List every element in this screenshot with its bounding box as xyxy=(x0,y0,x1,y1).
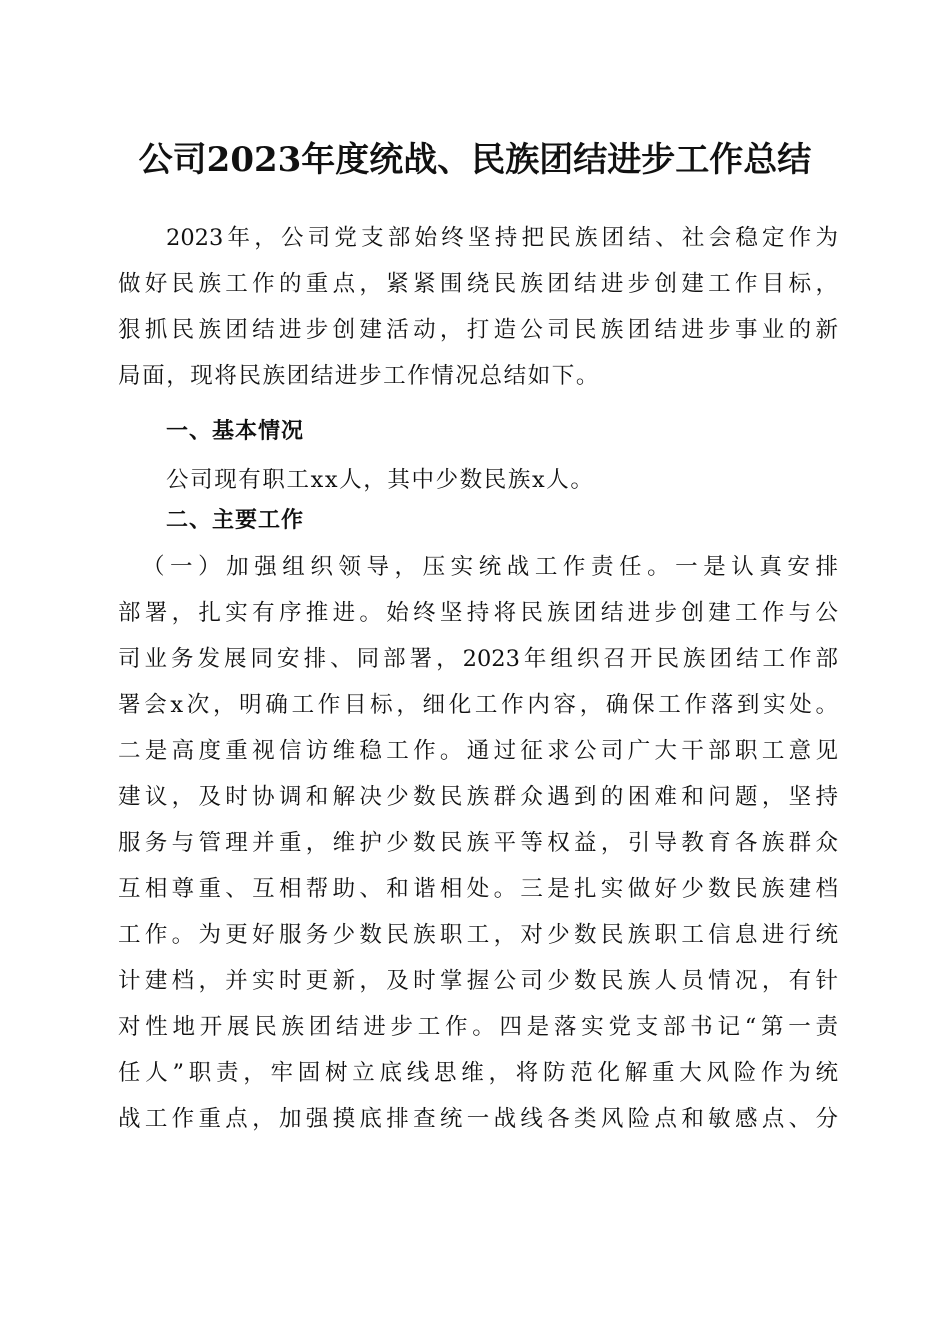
section-heading-basic: 一、基本情况 xyxy=(166,419,305,444)
main-work-line: （一）加强组织领导，压实统战工作责任。一是认真安排 xyxy=(142,554,838,580)
section-basic-info xyxy=(118,409,838,503)
intro-line: 局面，现将民族团结进步工作情况总结如下。 xyxy=(118,363,601,389)
intro-line: 做好民族工作的重点，紧紧围绕民族团结进步创建工作目标， xyxy=(118,271,838,297)
intro-line: 狠抓民族团结进步创建活动，打造公司民族团结进步事业的新 xyxy=(118,317,838,343)
main-work-line: 对性地开展民族团结进步工作。四是落实党支部书记“第一责 xyxy=(118,1014,838,1040)
section-basic-text: 公司现有职工xx人，其中少数民族x人。 xyxy=(166,467,595,493)
intro-paragraph xyxy=(118,215,838,399)
intro-line: 2023年，公司党支部始终坚持把民族团结、社会稳定作为 xyxy=(166,225,838,251)
main-work-line: 署会x次，明确工作目标，细化工作内容，确保工作落到实处。 xyxy=(118,692,838,718)
section-heading-main: 二、主要工作 xyxy=(166,508,305,533)
main-work-line: 任人”职责，牢固树立底线思维，将防范化解重大风险作为统 xyxy=(118,1060,838,1086)
main-work-line: 二是高度重视信访维稳工作。通过征求公司广大干部职工意见 xyxy=(118,738,838,764)
main-work-line: 司业务发展同安排、同部署，2023年组织召开民族团结工作部 xyxy=(118,646,838,672)
main-work-line: 互相尊重、互相帮助、和谐相处。三是扎实做好少数民族建档 xyxy=(118,876,838,902)
main-work-line: 计建档，并实时更新，及时掌握公司少数民族人员情况，有针 xyxy=(118,968,838,994)
main-work-line: 建议，及时协调和解决少数民族群众遇到的困难和问题，坚持 xyxy=(118,784,838,810)
main-work-line: 工作。为更好服务少数民族职工，对少数民族职工信息进行统 xyxy=(118,922,838,948)
main-work-line: 战工作重点，加强摸底排查统一战线各类风险点和敏感点、分 xyxy=(118,1106,838,1132)
main-work-line: 部署，扎实有序推进。始终坚持将民族团结进步创建工作与公 xyxy=(118,600,838,626)
section-main-work xyxy=(118,498,838,1142)
document-title: 公司2023年度统战、民族团结进步工作总结 xyxy=(138,140,812,180)
main-work-line: 服务与管理并重，维护少数民族平等权益，引导教育各族群众 xyxy=(118,830,838,856)
